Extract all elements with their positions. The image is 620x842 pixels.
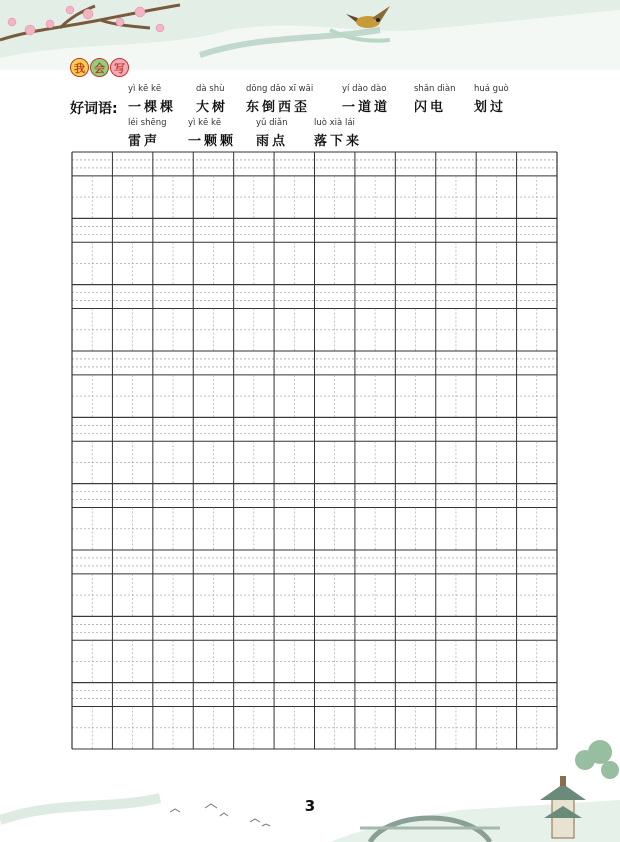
- bird-flock-icon: [170, 804, 270, 826]
- pinyin: léi shēng: [128, 118, 167, 128]
- pinyin: dà shù: [196, 84, 225, 94]
- pinyin: dōng dǎo xī wāi: [246, 84, 314, 94]
- hanzi: 东倒西歪: [246, 100, 311, 115]
- hanzi: 一道道: [342, 100, 391, 115]
- badge-char: 写: [110, 58, 129, 77]
- hanzi: 雷声: [128, 134, 161, 149]
- badge-char: 我: [70, 58, 89, 77]
- hanzi: 落下来: [314, 134, 363, 149]
- hanzi: 一棵棵: [128, 100, 177, 115]
- pinyin: yì kē kē: [128, 84, 162, 94]
- vocabulary-label: 好词语:: [70, 101, 118, 117]
- pinyin: luò xià lái: [314, 118, 355, 128]
- pinyin: yì kē kē: [188, 118, 222, 128]
- badge-char: 会: [90, 58, 109, 77]
- hanzi: 大树: [196, 100, 229, 115]
- hanzi: 一颗颗: [188, 134, 237, 149]
- hanzi: 闪电: [414, 100, 447, 115]
- bottom-decoration: [0, 740, 620, 842]
- page-number: 3: [304, 797, 316, 815]
- hanzi: 雨点: [256, 134, 289, 149]
- hanzi: 划过: [474, 100, 507, 115]
- pinyin: yí dào dào: [342, 84, 387, 94]
- pinyin: huá guò: [474, 84, 509, 94]
- tree-icon: [575, 740, 619, 779]
- pinyin: yǔ diǎn: [256, 118, 288, 128]
- pinyin: shǎn diàn: [414, 84, 456, 94]
